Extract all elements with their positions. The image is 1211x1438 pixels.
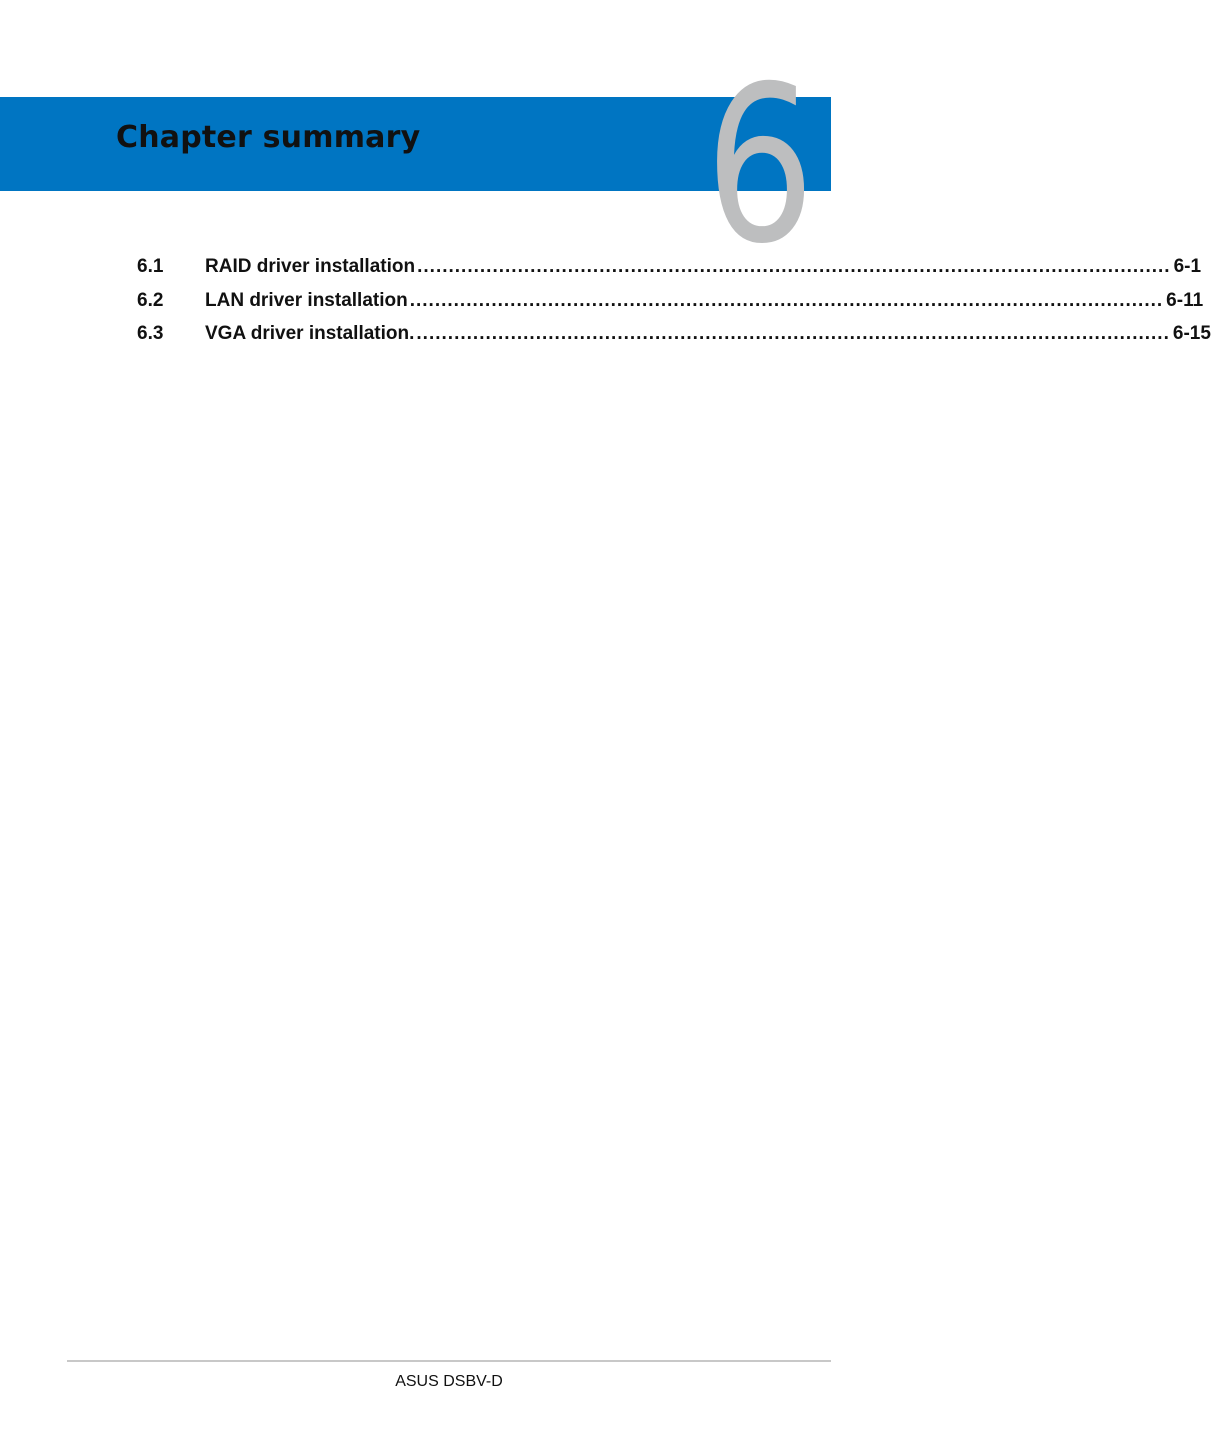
toc-entry-title: VGA driver installation. [205, 323, 415, 344]
toc-entry-number: 6.1 [137, 256, 164, 277]
toc-entry-6-1[interactable] [137, 256, 1202, 290]
toc-entry-number: 6.2 [137, 289, 164, 311]
toc-dot-leader: ........................................................................................................................ [409, 289, 1164, 311]
toc-entry-title: RAID driver installation [205, 256, 416, 277]
chapter-number: 6 [705, 40, 815, 291]
toc-dot-leader: ........................................................................................................................ [417, 256, 1171, 277]
toc-entry-page: 6-1 [1173, 256, 1202, 277]
toc-entry-title: LAN driver installation [205, 289, 408, 311]
toc-entry-page: 6-11 [1166, 289, 1204, 311]
chapter-title: Chapter summary [116, 120, 421, 155]
toc-entry-page: 6-15 [1172, 323, 1211, 344]
toc-entry-number: 6.3 [137, 323, 164, 344]
footer-product-name: ASUS DSBV-D [395, 1373, 503, 1390]
toc-entry-6-3[interactable] [137, 323, 1211, 357]
toc-dot-leader: ........................................................................................................................ [416, 323, 1170, 344]
footer-divider [67, 1360, 831, 1362]
table-of-contents [137, 256, 1211, 357]
toc-entry-6-2[interactable] [137, 289, 1204, 324]
